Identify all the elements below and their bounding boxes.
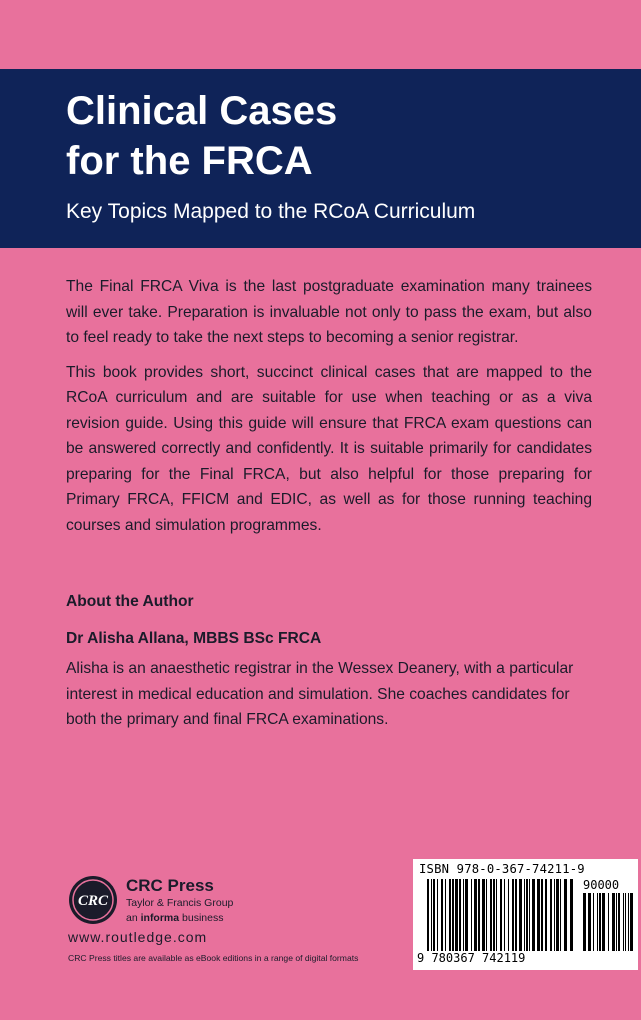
barcode-bar <box>570 879 573 951</box>
barcode-bar <box>437 879 438 951</box>
about-author-heading: About the Author <box>66 593 194 610</box>
barcode-bar <box>532 879 535 951</box>
barcode-bar <box>515 879 517 951</box>
barcode-bar <box>427 879 429 951</box>
barcode-bar <box>490 879 492 951</box>
barcode-bar <box>541 879 543 951</box>
barcode-bar <box>455 879 458 951</box>
isbn-text: ISBN 978-0-367-74211-9 <box>419 862 585 876</box>
barcode-bar <box>623 893 624 951</box>
barcode-bar <box>471 879 472 951</box>
barcode-bar <box>625 893 626 951</box>
barcode-bar <box>560 879 561 951</box>
barcode-bar <box>526 879 528 951</box>
barcode-bar <box>465 879 468 951</box>
barcode-bar <box>519 879 522 951</box>
barcode-bar <box>449 879 451 951</box>
publisher-name: CRC Press <box>126 876 214 895</box>
barcode-bar <box>459 879 461 951</box>
barcode-ean-digits: 9 780367 742119 <box>417 951 526 965</box>
barcode-bar <box>493 879 495 951</box>
barcode-bar <box>512 879 514 951</box>
barcode-bar <box>554 879 555 951</box>
barcode-bar <box>618 893 620 951</box>
barcode-bar <box>583 893 586 951</box>
publisher-group: Taylor & Francis Group <box>126 897 234 909</box>
barcode-bar <box>504 879 505 951</box>
barcode-bar <box>524 879 525 951</box>
barcode-bar <box>599 893 601 951</box>
barcode-bar <box>478 879 480 951</box>
barcode-bar <box>588 893 591 951</box>
barcode-bar <box>608 893 609 951</box>
barcode-bar <box>564 879 567 951</box>
barcode-bar <box>556 879 559 951</box>
barcode-bar <box>597 893 598 951</box>
barcode-bar <box>486 879 487 951</box>
barcode-bar <box>630 893 633 951</box>
barcode-bar <box>545 879 547 951</box>
author-bio: Alisha is an anaesthetic registrar in the Wessex Deanery, with a particular interest in medical education and simulation. She coaches candidates for both the primary and final FRCA examinations. <box>66 660 574 728</box>
barcode-bar <box>508 879 509 951</box>
barcode-bar <box>602 893 605 951</box>
barcode-bar <box>441 879 443 951</box>
blurb-paragraph-2: This book provides short, succinct clinical cases that are mapped to the RCoA curriculum and are suitable for use when teaching or as a viva revision guide. Using this guide will ensure that FRCA exam questions can be answered correctly and confidently. It is suitable primarily for candidates preparing for the Final FRCA, but also helpful for those preparing for Primary FRCA, FFICM and EDIC, as well as for those running teaching courses and simulation programmes. <box>66 363 592 534</box>
crc-logo-icon <box>68 875 118 925</box>
barcode-bar <box>628 893 629 951</box>
barcode-bar <box>431 879 432 951</box>
barcode-bar <box>474 879 477 951</box>
barcode-bar <box>500 879 502 951</box>
publisher-website: www.routledge.com <box>68 929 208 945</box>
publisher-informa: an informa business <box>126 912 224 924</box>
barcode-addon-digits: 90000 <box>583 878 620 892</box>
barcode-bar <box>482 879 485 951</box>
ebook-note: CRC Press titles are available as eBook editions in a range of digital formats <box>68 953 359 963</box>
barcode-bar <box>496 879 497 951</box>
barcode-bar <box>445 879 446 951</box>
barcode-bar <box>593 893 594 951</box>
barcode-bar <box>537 879 540 951</box>
barcode-bar <box>452 879 454 951</box>
title-line-1: Clinical Cases <box>66 89 338 133</box>
barcode-bar <box>612 893 615 951</box>
barcode-bar <box>463 879 464 951</box>
barcode-bar <box>529 879 530 951</box>
book-title <box>66 86 337 186</box>
title-line-2: for the FRCA <box>66 139 313 183</box>
author-name: Dr Alisha Allana, MBBS BSc FRCA <box>66 630 322 647</box>
isbn-barcode <box>413 859 638 970</box>
crc-logo-text: CRC <box>77 893 109 909</box>
book-subtitle: Key Topics Mapped to the RCoA Curriculum <box>66 200 476 223</box>
barcode-bar <box>616 893 617 951</box>
blurb-paragraph-1: The Final FRCA Viva is the last postgraduate examination many trainees will ever take. Preparation is invaluable not only to pass the exam, but also to feel ready to take the next steps to becoming a senior registrar. <box>66 278 592 346</box>
book-blurb <box>66 274 592 547</box>
barcode-bar <box>433 879 435 951</box>
barcode-bar <box>550 879 552 951</box>
